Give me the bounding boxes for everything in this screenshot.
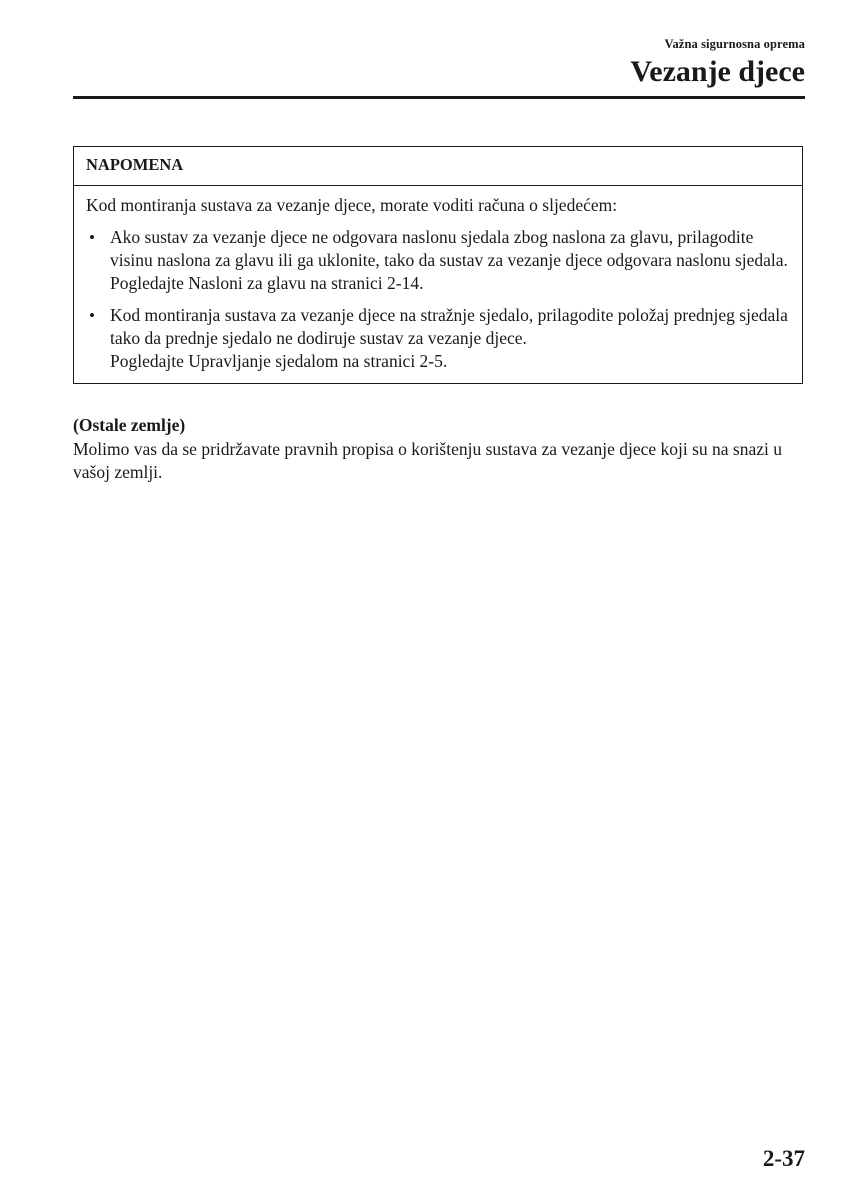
section-label: Važna sigurnosna oprema: [664, 37, 805, 51]
note-list: [86, 226, 790, 373]
note-body: [74, 186, 802, 383]
cross-reference: Pogledajte Nasloni za glavu na stranici 2-14.: [110, 273, 424, 293]
section-heading: (Ostale zemlje): [73, 415, 186, 435]
title-divider: [73, 96, 805, 99]
page-title: Vezanje djece: [630, 55, 805, 88]
bullet-icon: •: [89, 306, 95, 325]
note-heading: NAPOMENA: [74, 147, 802, 186]
list-item-text: Ako sustav za vezanje djece ne odgovara naslonu sjedala zbog naslona za glavu, prilagodite visinu naslona za glavu ili ga uklonite, tako da sustav za vezanje djece odgovara naslonu sjedala.: [110, 227, 788, 270]
cross-reference: Pogledajte Upravljanje sjedalom na stranici 2-5.: [110, 351, 448, 371]
list-item: [86, 304, 790, 373]
body-paragraph: Molimo vas da se pridržavate pravnih propisa o korištenju sustava za vezanje djece koji su na snazi u vašoj zemlji.: [73, 439, 783, 482]
list-item-text: Kod montiranja sustava za vezanje djece na stražnje sjedalo, prilagodite položaj prednjeg sjedala tako da prednje sjedalo ne dodiruje sustav za vezanje djece.: [110, 305, 788, 348]
page-number: 2-37: [762, 1146, 805, 1171]
bullet-icon: •: [89, 228, 95, 247]
note-box: [73, 146, 803, 384]
note-intro: Kod montiranja sustava za vezanje djece, morate voditi računa o sljedećem:: [86, 195, 618, 215]
list-item: [86, 226, 790, 295]
